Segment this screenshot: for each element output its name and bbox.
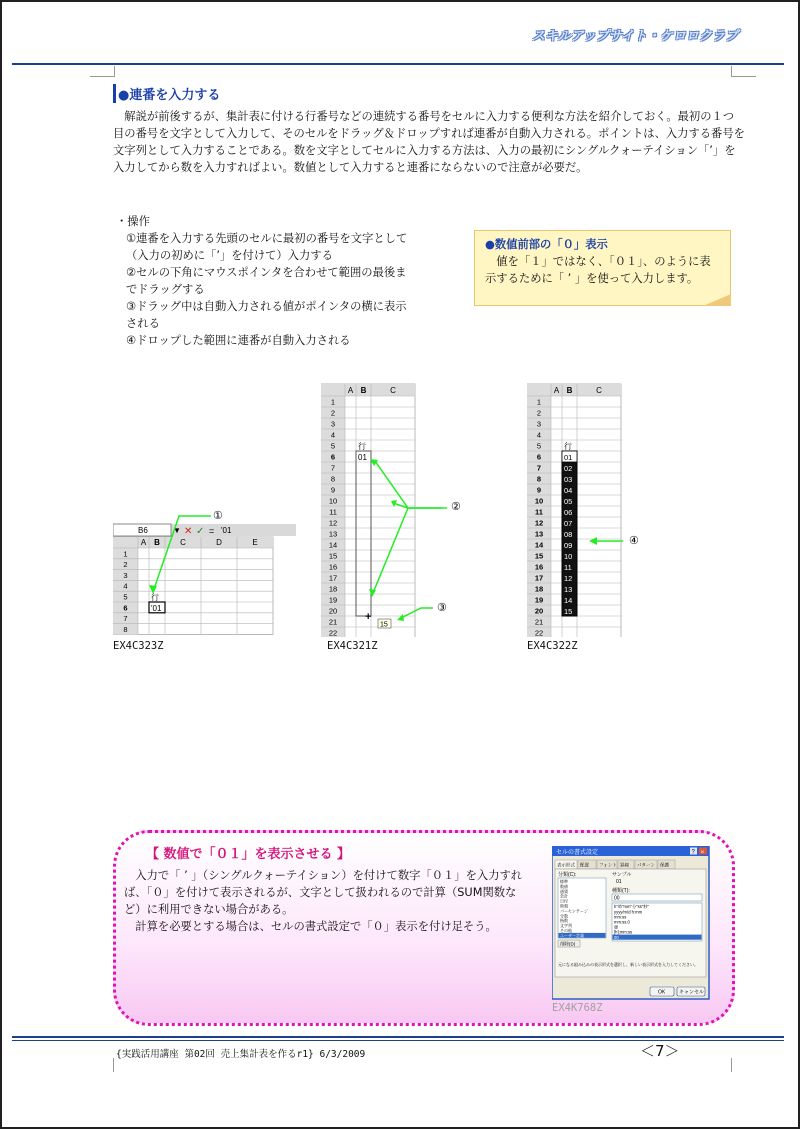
column-header: C bbox=[180, 538, 186, 547]
row-header: 22 bbox=[534, 628, 544, 637]
dropdown-arrow-icon[interactable]: ▼ bbox=[173, 526, 181, 535]
column-header: A bbox=[140, 538, 147, 547]
fig1-grid bbox=[113, 537, 273, 634]
row-header: 19 bbox=[534, 595, 544, 605]
operation-line: ④ドロップした範囲に連番が自動入力される bbox=[126, 334, 351, 347]
category-item[interactable]: 文字列 bbox=[560, 923, 572, 929]
tip-paragraph: 入力で「 ’ 」（シングルクォーテイション）を付けて数字「０１」を入力すれば、「０」を付けて表示されるが、文字として扱われるので計算（SUM関数など）に利用できない場合がある。 bbox=[124, 869, 523, 916]
formula-text: '01 bbox=[221, 526, 232, 535]
row-header: 13 bbox=[534, 529, 544, 539]
figure-3-spreadsheet bbox=[527, 383, 687, 637]
series-cell: 03 bbox=[564, 475, 573, 484]
row-header: 5 bbox=[123, 592, 128, 602]
row-header: 21 bbox=[328, 617, 338, 627]
dialog-caption: EX4K768Z bbox=[552, 1002, 603, 1014]
row-header: 16 bbox=[534, 562, 544, 572]
row-header: 2 bbox=[536, 408, 542, 418]
row-header: 9 bbox=[330, 485, 336, 495]
type-item[interactable]: 00 bbox=[614, 934, 619, 940]
crop-mark bbox=[731, 66, 756, 77]
callout-1: ① bbox=[213, 510, 223, 522]
operation-line: ③ドラッグ中は自動入力される値がポインタの横に表示 bbox=[126, 300, 407, 313]
operations-list bbox=[116, 213, 407, 349]
row-header: 6 bbox=[123, 603, 128, 613]
row-header: 8 bbox=[123, 624, 128, 634]
drag-cursor-icon: + bbox=[365, 611, 372, 623]
row-header: 8 bbox=[330, 474, 336, 484]
series-cell: 09 bbox=[564, 541, 573, 550]
category-item[interactable]: 日付 bbox=[560, 898, 568, 904]
sample-value: 01 bbox=[616, 879, 622, 885]
crop-mark bbox=[113, 1058, 115, 1072]
series-cell: 02 bbox=[564, 464, 573, 473]
name-box-text: B6 bbox=[138, 526, 148, 535]
type-label: 種類(T): bbox=[612, 888, 630, 894]
series-cell: 10 bbox=[564, 552, 573, 561]
tip-paragraph: 計算を必要とする場合は、セルの書式設定で「０」表示を付け足そう。 bbox=[124, 920, 497, 933]
operation-line: でドラッグする bbox=[126, 283, 205, 296]
row-header: 20 bbox=[328, 606, 338, 616]
fig1-caption: EX4C323Z bbox=[113, 640, 164, 652]
series-cell: 01 bbox=[564, 453, 573, 462]
dialog-title: セルの書式設定 bbox=[556, 850, 599, 856]
cell-b6: '01 bbox=[151, 603, 162, 613]
series-cell: 11 bbox=[564, 563, 572, 572]
category-item[interactable]: 標準 bbox=[560, 879, 568, 884]
row-header: 15 bbox=[534, 551, 544, 561]
row-header: 4 bbox=[330, 430, 336, 440]
callout-2: ② bbox=[451, 501, 461, 513]
row-header: 14 bbox=[328, 540, 338, 550]
type-item[interactable]: mm:ss bbox=[614, 914, 627, 920]
callout-4: ④ bbox=[629, 535, 639, 547]
site-brand: スキルアップサイト・ケロロクラブ bbox=[531, 29, 738, 44]
format-cells-dialog bbox=[552, 846, 710, 1000]
row-header: 13 bbox=[328, 529, 338, 539]
callout-3: ③ bbox=[437, 602, 447, 614]
column-header: A bbox=[553, 386, 560, 395]
row-header: 7 bbox=[330, 463, 336, 473]
operation-line: される bbox=[126, 317, 160, 330]
cell-b5: 行 bbox=[564, 442, 572, 451]
row-header: 20 bbox=[534, 606, 544, 616]
row-header: 9 bbox=[536, 485, 542, 495]
tip-title: 【 数値で「０１」を表示させる 】 bbox=[146, 847, 351, 862]
row-header: 5 bbox=[330, 441, 336, 451]
dialog-tab-label: フォント bbox=[599, 862, 617, 868]
category-item[interactable]: 会計 bbox=[560, 893, 568, 899]
row-header: 1 bbox=[536, 397, 542, 407]
row-header: 12 bbox=[328, 518, 338, 528]
row-header: 19 bbox=[328, 595, 338, 605]
row-header: 10 bbox=[534, 496, 544, 506]
note-box bbox=[474, 230, 731, 306]
row-header: 1 bbox=[123, 549, 128, 559]
category-item[interactable]: 数値 bbox=[560, 883, 568, 889]
column-header: D bbox=[216, 538, 222, 547]
section-paragraph: 解説が前後するが、集計表に付ける行番号などの連続する番号をセルに入力する便利な方法を紹介しておく。最初の１つ目の番号を文字として入力して、そのセルをドラッグ＆ドロップすれば連番が自動入力される。ポイントは、入力する番号を文字列として入力することである。数を文字としてセルに入力する方法は、入力の最初にシングルクォーテイション「’」を入力してから数を入力すればよい。数値として入力すると連番にならないので注意が必要だ。 bbox=[113, 110, 745, 174]
type-item[interactable]: yyyy/m/d h:mm bbox=[614, 909, 643, 915]
row-header: 1 bbox=[330, 397, 336, 407]
row-header: 17 bbox=[534, 573, 544, 583]
column-header: C bbox=[390, 386, 396, 395]
dialog-tab-label: パターン bbox=[637, 862, 655, 868]
cell-b5: 行 bbox=[358, 442, 366, 451]
column-header: B bbox=[360, 386, 367, 395]
series-cell: 13 bbox=[564, 585, 573, 594]
autofill-tooltip-value: 15 bbox=[380, 621, 388, 629]
sample-label: サンプル bbox=[612, 872, 632, 878]
row-header: 18 bbox=[328, 584, 338, 594]
cancel-icon[interactable]: ✕ bbox=[184, 526, 193, 537]
dialog-tab-label: 罫線 bbox=[620, 862, 629, 868]
help-icon-glyph: ? bbox=[691, 849, 695, 856]
type-item[interactable]: mm:ss.0 bbox=[614, 919, 630, 925]
figure-1-spreadsheet bbox=[113, 505, 298, 637]
fig3-grid bbox=[527, 384, 621, 637]
dialog-tabs bbox=[555, 860, 675, 869]
row-header: 2 bbox=[123, 560, 128, 570]
category-item[interactable]: パーセンテージ bbox=[560, 908, 588, 914]
crop-mark bbox=[90, 66, 115, 77]
row-header: 21 bbox=[534, 617, 544, 627]
note-fold bbox=[703, 294, 731, 306]
ok-button-label: OK bbox=[658, 989, 666, 996]
footer-text: {実践活用講座 第02回 売上集計表を作るr1} 6/3/2009 bbox=[116, 1049, 366, 1060]
column-header: E bbox=[252, 538, 258, 547]
type-item[interactable]: [h]:mm:ss bbox=[614, 929, 633, 935]
row-header: 11 bbox=[535, 507, 543, 517]
crop-mark bbox=[731, 1058, 733, 1072]
type-selected bbox=[613, 935, 702, 940]
row-header: 4 bbox=[123, 581, 128, 591]
row-header: 2 bbox=[330, 408, 336, 418]
operation-line: ①連番を入力する先頭のセルに最初の番号を文字として bbox=[126, 232, 408, 245]
category-item[interactable]: 時刻 bbox=[560, 903, 568, 909]
column-header: B bbox=[154, 538, 160, 547]
row-header: 3 bbox=[330, 419, 336, 429]
row-header: 12 bbox=[534, 518, 544, 528]
series-cell: 04 bbox=[564, 486, 573, 495]
row-header: 6 bbox=[536, 452, 542, 462]
fig2-caption: EX4C321Z bbox=[327, 640, 378, 652]
dialog-tab-label: 表示形式 bbox=[557, 862, 575, 868]
type-item[interactable]: h"時"mm"分"ss"秒" bbox=[614, 904, 649, 910]
row-header: 22 bbox=[328, 628, 338, 637]
row-header: 3 bbox=[123, 570, 128, 580]
column-header: B bbox=[566, 386, 573, 395]
note-title: ●数値前部の「０」表示 bbox=[485, 238, 608, 251]
row-header: 6 bbox=[330, 452, 336, 462]
row-header: 7 bbox=[536, 463, 542, 473]
series-cell: 05 bbox=[564, 497, 573, 506]
type-item[interactable]: @ bbox=[614, 924, 619, 930]
page-number: ＜7＞ bbox=[640, 1042, 680, 1060]
note-body: 値を「１」ではなく、「０１」、のように表示するために「 ’ 」を使って入力します。 bbox=[485, 255, 711, 285]
category-label: 分類(C): bbox=[558, 872, 577, 878]
function-equals-icon: = bbox=[209, 526, 215, 536]
cell-b5: 行 bbox=[151, 593, 159, 602]
series-cell: 14 bbox=[564, 596, 573, 605]
type-input[interactable] bbox=[612, 894, 702, 901]
category-item[interactable]: ユーザー定義 bbox=[560, 932, 584, 938]
column-header: C bbox=[596, 386, 602, 395]
category-item[interactable]: 分数 bbox=[560, 913, 568, 919]
figure-2-spreadsheet bbox=[321, 383, 481, 637]
series-cell: 12 bbox=[564, 574, 573, 583]
row-header: 14 bbox=[534, 540, 544, 550]
series-cell: 07 bbox=[564, 519, 573, 528]
row-header: 10 bbox=[328, 496, 338, 506]
operation-line: ②セルの下角にマウスポインタを合わせて範囲の最後ま bbox=[126, 266, 407, 279]
fig2-grid bbox=[321, 384, 415, 637]
row-header: 8 bbox=[536, 474, 542, 484]
delete-button-label: 削除(D) bbox=[560, 941, 576, 947]
dialog-tab-label: 配置 bbox=[580, 862, 589, 868]
row-header: 18 bbox=[534, 584, 544, 594]
column-header: A bbox=[347, 386, 354, 395]
row-header: 4 bbox=[536, 430, 542, 440]
row-header: 11 bbox=[329, 507, 337, 517]
series-cell: 08 bbox=[564, 530, 573, 539]
header-rule bbox=[12, 63, 784, 65]
operation-line: （入力の初めに「’」を付けて）入力する bbox=[126, 249, 333, 262]
row-header: 15 bbox=[328, 551, 338, 561]
category-item[interactable]: 通貨 bbox=[560, 888, 568, 894]
footer-rule bbox=[12, 1036, 784, 1038]
section-title: ●連番を入力する bbox=[113, 84, 220, 103]
dialog-tab-label: 保護 bbox=[660, 862, 669, 868]
tip-body bbox=[124, 867, 528, 935]
category-item[interactable]: 指数 bbox=[560, 918, 568, 924]
category-item[interactable]: その他 bbox=[560, 928, 572, 933]
cancel-button-label: キャンセル bbox=[679, 989, 705, 996]
type-input-value: 00 bbox=[614, 895, 620, 902]
series-cell: 06 bbox=[564, 508, 573, 517]
close-icon-glyph: × bbox=[700, 849, 705, 856]
dialog-description: 元になる組み込みの表示形式を選択し、新しい表示形式を入力してください。 bbox=[558, 962, 698, 967]
row-header: 16 bbox=[328, 562, 338, 572]
fig3-caption: EX4C322Z bbox=[527, 640, 578, 652]
series-cell: 15 bbox=[564, 607, 573, 616]
enter-check-icon[interactable]: ✓ bbox=[196, 526, 205, 537]
operations-heading: ・操作 bbox=[116, 215, 150, 228]
row-header: 7 bbox=[123, 614, 128, 624]
row-header: 5 bbox=[536, 441, 542, 451]
cell-b6: 01 bbox=[358, 453, 367, 462]
row-header: 3 bbox=[536, 419, 542, 429]
row-header: 17 bbox=[328, 573, 338, 583]
